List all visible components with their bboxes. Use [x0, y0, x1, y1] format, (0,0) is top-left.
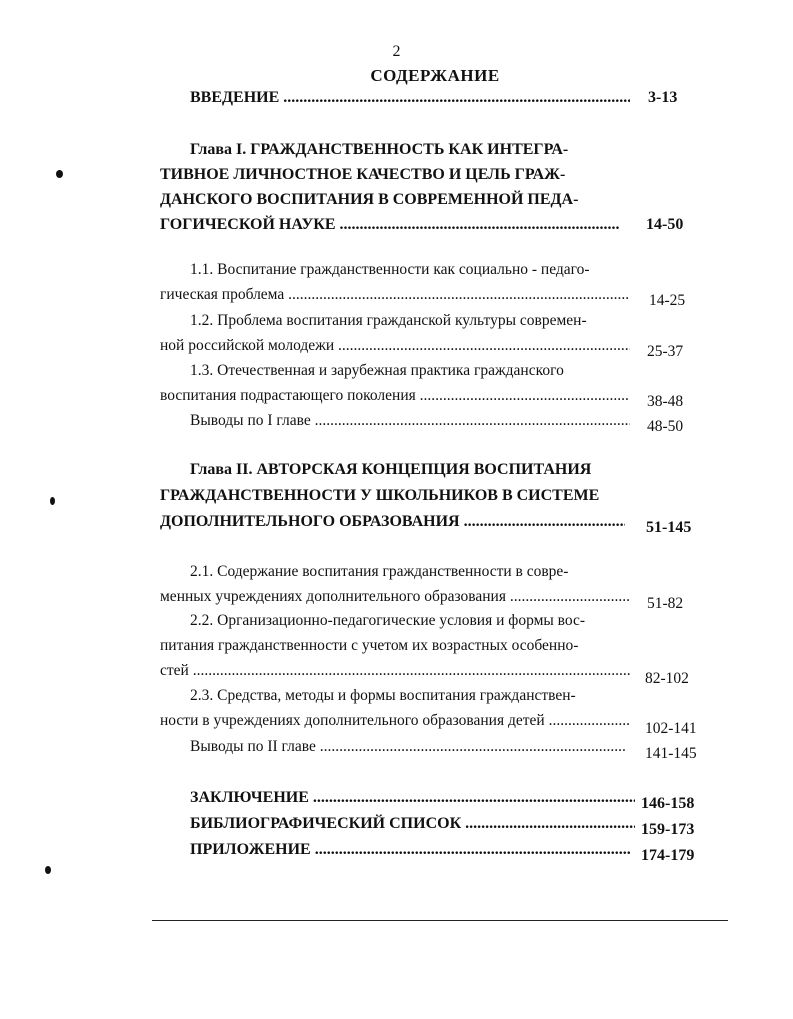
section-2-3-line1: 2.3. Средства, методы и формы воспитания гражданствен- — [190, 687, 576, 704]
chapter2-heading-line2: ГРАЖДАНСТВЕННОСТИ У ШКОЛЬНИКОВ В СИСТЕМЕ — [160, 487, 600, 504]
section-1-3-line1: 1.3. Отечественная и зарубежная практика гражданского — [190, 362, 564, 379]
section-1-1-line1: 1.1. Воспитание гражданственности как социально - педаго- — [190, 261, 590, 278]
section-1-3-line2: воспитания подрастающего поколения ..... — [160, 386, 630, 406]
section-2-2-line1: 2.2. Организационно-педагогические условия и формы вос- — [190, 612, 586, 629]
section-2-2-pages: 82-102 — [645, 670, 689, 687]
chapter2-pages: 51-145 — [646, 519, 692, 536]
chapter2-conclusions-label: Выводы по II главе ..... — [190, 737, 625, 757]
section-2-1-line2: менных учреждениях дополнительного образования ..... — [160, 587, 630, 607]
section-1-2-pages: 25-37 — [647, 343, 684, 360]
section-2-1-pages: 51-82 — [647, 595, 684, 612]
section-2-3-line2: ности в учреждениях дополнительного образования детей ..... — [160, 711, 630, 731]
toc-conclusion-pages: 146-158 — [641, 795, 695, 812]
toc-intro-pages: 3-13 — [648, 89, 678, 106]
chapter2-conclusions-pages: 141-145 — [645, 745, 697, 762]
toc-bibliography-label: БИБЛИОГРАФИЧЕСКИЙ СПИСОК ..... — [190, 814, 635, 834]
chapter1-heading-line4: ГОГИЧЕСКОЙ НАУКЕ ..... — [160, 215, 620, 235]
chapter1-conclusions-label: Выводы по I главе ..... — [190, 411, 630, 431]
margin-dot-mark — [56, 170, 63, 178]
margin-dot-mark — [50, 497, 55, 505]
page-number: 2 — [392, 43, 401, 60]
section-2-2-line2: питания гражданственности с учетом их возрастных особенно- — [160, 637, 579, 654]
page-title: СОДЕРЖАНИЕ — [370, 66, 500, 85]
toc-appendix-label: ПРИЛОЖЕНИЕ ..... — [190, 840, 630, 860]
section-1-1-pages: 14-25 — [649, 292, 686, 309]
section-2-1-line1: 2.1. Содержание воспитания гражданственности в совре- — [190, 563, 569, 580]
toc-conclusion-label: ЗАКЛЮЧЕНИЕ ..... — [190, 788, 635, 808]
chapter1-conclusions-pages: 48-50 — [647, 418, 684, 435]
section-1-3-pages: 38-48 — [647, 393, 684, 410]
section-1-2-line1: 1.2. Проблема воспитания гражданской культуры современ- — [190, 312, 587, 329]
chapter1-pages: 14-50 — [646, 216, 684, 233]
toc-appendix-pages: 174-179 — [641, 847, 695, 864]
section-1-2-line2: ной российской молодежи ..... — [160, 336, 630, 356]
chapter2-heading-line1: Глава II. АВТОРСКАЯ КОНЦЕПЦИЯ ВОСПИТАНИЯ — [190, 461, 592, 478]
footer-rule — [152, 920, 728, 921]
chapter1-heading-line2: ТИВНОЕ ЛИЧНОСТНОЕ КАЧЕСТВО И ЦЕЛЬ ГРАЖ- — [160, 166, 566, 183]
chapter2-heading-line3: ДОПОЛНИТЕЛЬНОГО ОБРАЗОВАНИЯ ..... — [160, 512, 625, 532]
toc-bibliography-pages: 159-173 — [641, 821, 695, 838]
toc-intro-label: ВВЕДЕНИЕ ..... — [190, 88, 630, 108]
section-1-1-line2: гическая проблема ..... — [160, 285, 630, 305]
chapter1-heading-line1: Глава I. ГРАЖДАНСТВЕННОСТЬ КАК ИНТЕГРА- — [190, 141, 569, 158]
margin-dot-mark — [45, 866, 51, 874]
section-2-3-pages: 102-141 — [645, 720, 697, 737]
chapter1-heading-line3: ДАНСКОГО ВОСПИТАНИЯ В СОВРЕМЕННОЙ ПЕДА- — [160, 191, 579, 208]
section-2-2-line3: стей ..... — [160, 661, 630, 681]
